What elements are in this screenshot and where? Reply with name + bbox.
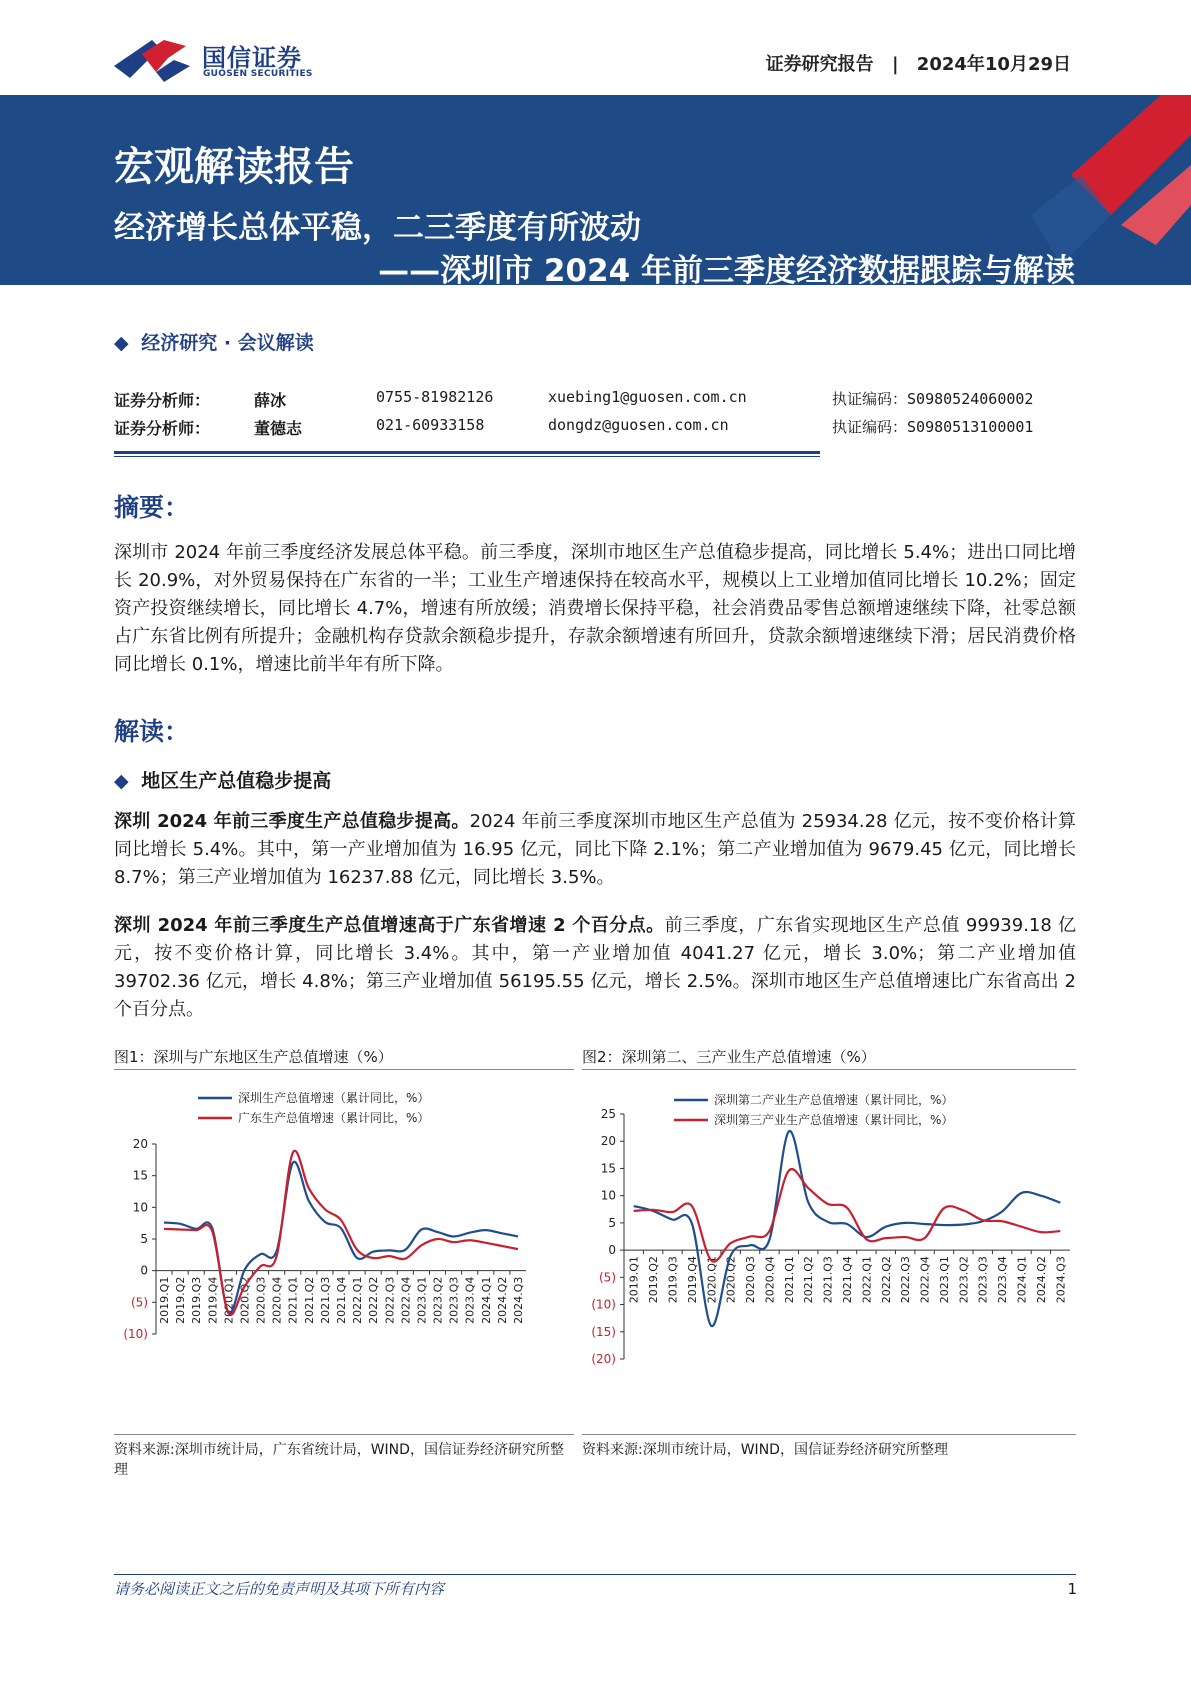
analyst-email[interactable]: xuebing1@guosen.com.cn (548, 388, 747, 406)
y-tick-label: (20) (591, 1352, 616, 1366)
cert-code-value: S0980524060002 (907, 390, 1034, 408)
x-tick-label: 2019.Q4 (206, 1276, 220, 1324)
y-tick-label: (15) (591, 1324, 616, 1339)
figure-2-source: 资料来源:深圳市统计局，WIND，国信证券经济研究所整理 (582, 1442, 948, 1458)
x-tick-label: 2024.Q2 (495, 1276, 509, 1324)
x-tick-label: 2020.Q2 (238, 1276, 252, 1324)
report-subtitle-1: 经济增长总体平稳，二三季度有所波动 (114, 210, 641, 246)
figure-1-source: 资料来源:深圳市统计局，广东省统计局，WIND，国信证券经济研究所整理 (114, 1442, 564, 1478)
logo-subtitle: GUOSEN SECURITIES (203, 69, 313, 79)
x-tick-label: 2021.Q4 (841, 1256, 854, 1304)
y-tick-label: 5 (140, 1232, 148, 1246)
x-tick-label: 2019.Q1 (158, 1276, 172, 1324)
page-number: 1 (1067, 1580, 1077, 1598)
logo-name: 国信证券 (202, 44, 302, 72)
chart-industry-growth (582, 1076, 1076, 1430)
x-tick-label: 2021.Q4 (335, 1276, 348, 1324)
analyst-name: 薛冰 (254, 391, 287, 410)
section-subheading (114, 766, 331, 793)
analyst-row (114, 388, 1076, 410)
figure-divider (582, 1434, 1076, 1435)
category-label: 经济研究 · 会议解读 (141, 332, 314, 354)
report-header-info (766, 50, 1071, 76)
figure-divider (582, 1069, 1076, 1070)
report-category (114, 328, 314, 355)
x-tick-label: 2022.Q3 (899, 1256, 913, 1304)
analyst-phone: 021-60933158 (376, 416, 485, 434)
subheading-label: 地区生产总值稳步提高 (141, 770, 332, 792)
x-tick-label: 2022.Q1 (351, 1276, 365, 1324)
paragraph-lead: 深圳 2024 年前三季度生产总值增速高于广东省增速 2 个百分点。 (114, 915, 665, 936)
analyst-row (114, 416, 1076, 438)
x-tick-label: 2023.Q1 (415, 1276, 429, 1324)
paragraph-body: 2024 年前三季度深圳市地区生产总值为 25934.28 亿元，按不变价格计算同比增长 5.4%。其中，第一产业增加值为 16.95 亿元，同比下降 2.1%；第二产业增加值为 9679.45 亿元，同比增长 8.7%；第三产业增加值为 16237.88 亿元，同比增长 3.5%。 (114, 811, 1076, 888)
y-tick-label: 10 (600, 1188, 616, 1203)
x-tick-label: 2020.Q1 (705, 1256, 719, 1304)
diamond-bullet-icon: ◆ (114, 332, 129, 354)
y-tick-label: (5) (599, 1270, 616, 1285)
title-banner (0, 95, 1191, 285)
x-tick-label: 2021.Q2 (802, 1256, 816, 1304)
paragraph-lead: 深圳 2024 年前三季度生产总值稳步提高。 (114, 811, 470, 832)
figure-divider (114, 1069, 574, 1070)
x-tick-label: 2022.Q2 (879, 1256, 893, 1304)
guosen-logo-icon (112, 36, 194, 86)
x-tick-label: 2019.Q1 (627, 1256, 641, 1304)
summary-text: 深圳市 2024 年前三季度经济发展总体平稳。前三季度，深圳市地区生产总值稳步提高，同比增长 5.4%；进出口同比增长 20.9%，对外贸易保持在广东省的一半；工业生产增速保持在较高水平，规模以上工业增加值同比增长 10.2%；固定资产投资继续增长，同比增长 4.7%，增速有所放缓；消费增长保持平稳，社会消费品零售总额增速继续下降，社零总额占广东省比例有所提升；金融机构存贷款余额稳步提升，存款余额增速有所回升，贷款余额增速继续下滑；居民消费价格同比增长 0.1%，增速比前半年有所下降。 (114, 542, 1076, 675)
x-tick-label: 2020.Q4 (763, 1256, 777, 1304)
x-tick-label: 2020.Q1 (222, 1276, 236, 1324)
analyst-cert-code (832, 416, 1033, 437)
x-tick-label: 2020.Q3 (744, 1256, 758, 1304)
x-tick-label: 2021.Q3 (821, 1256, 835, 1304)
x-tick-label: 2024.Q3 (511, 1276, 525, 1324)
guosen-logo (112, 36, 322, 86)
y-tick-label: 20 (132, 1137, 148, 1151)
interpretation-heading: 解读： (114, 717, 190, 746)
x-tick-label: 2019.Q3 (666, 1256, 680, 1304)
y-tick-label: 10 (132, 1200, 148, 1215)
x-tick-label: 2022.Q4 (918, 1256, 932, 1304)
x-tick-label: 2023.Q2 (431, 1276, 445, 1324)
x-tick-label: 2019.Q2 (174, 1276, 188, 1324)
analyst-cert-code (832, 388, 1033, 409)
x-tick-label: 2021.Q3 (318, 1276, 332, 1324)
paragraph-comparison (114, 912, 1076, 1024)
y-tick-label: (10) (591, 1297, 616, 1312)
x-tick-label: 2023.Q2 (957, 1256, 971, 1304)
x-tick-label: 2023.Q4 (463, 1276, 477, 1324)
x-tick-label: 2024.Q1 (479, 1276, 493, 1324)
y-tick-label: 0 (608, 1243, 616, 1258)
diamond-bullet-icon: ◆ (114, 770, 129, 792)
header-divider: | (891, 54, 899, 75)
x-tick-label: 2023.Q4 (996, 1256, 1010, 1304)
report-type: 证券研究报告 (765, 54, 874, 75)
figure-2-title: 图2：深圳第二、三产业生产总值增速（%） (582, 1048, 876, 1066)
divider (114, 451, 820, 454)
y-tick-label: 25 (600, 1107, 616, 1121)
chart-gdp-growth (114, 1076, 574, 1430)
x-tick-label: 2021.Q1 (782, 1256, 796, 1304)
y-tick-label: 15 (132, 1168, 148, 1183)
x-tick-label: 2021.Q1 (286, 1276, 300, 1324)
y-tick-label: 0 (140, 1263, 148, 1278)
figure-1-title: 图1：深圳与广东地区生产总值增速（%） (114, 1048, 393, 1066)
cert-code-label: 执证编码： (832, 390, 908, 408)
x-tick-label: 2020.Q3 (254, 1276, 268, 1324)
figure-divider (114, 1434, 574, 1435)
summary-heading: 摘要： (114, 493, 190, 522)
x-tick-label: 2021.Q2 (302, 1276, 316, 1324)
divider (114, 456, 820, 457)
paragraph-gdp (114, 808, 1076, 892)
x-tick-label: 2022.Q3 (383, 1276, 397, 1324)
paragraph-body: 前三季度，广东省实现地区生产总值 99939.18 亿元，按不变价格计算，同比增长 3.4%。其中，第一产业增加值 4041.27 亿元，增长 3.0%；第二产业增加值 39702.36 亿元，增长 4.8%；第三产业增加值 56195.55 亿元，增长 2.5%。深圳市地区生产总值增速比广东省高出 2 个百分点。 (114, 915, 1076, 1020)
x-tick-label: 2024.Q3 (1054, 1256, 1068, 1304)
report-subtitle-2: ——深圳市 2024 年前三季度经济数据跟踪与解读 (378, 253, 1075, 285)
analyst-phone: 0755-81982126 (376, 388, 494, 406)
x-tick-label: 2024.Q2 (1034, 1256, 1048, 1304)
x-tick-label: 2022.Q4 (399, 1276, 413, 1324)
x-tick-label: 2023.Q3 (976, 1256, 990, 1304)
cert-code-label: 执证编码： (832, 418, 908, 436)
report-date: 2024年10月29日 (916, 54, 1071, 75)
cert-code-value: S0980513100001 (907, 418, 1034, 436)
legend-label: 广东生产总值增速（累计同比，%） (238, 1111, 430, 1125)
analyst-email[interactable]: dongdz@guosen.com.cn (548, 416, 729, 434)
x-tick-label: 2019.Q3 (190, 1276, 204, 1324)
x-tick-label: 2022.Q1 (860, 1256, 874, 1304)
analyst-role: 证券分析师： (114, 419, 211, 438)
y-tick-label: 20 (600, 1134, 616, 1149)
x-tick-label: 2022.Q2 (367, 1276, 381, 1324)
footer-disclaimer[interactable]: 请务必阅读正文之后的免责声明及其项下所有内容 (114, 1580, 445, 1598)
x-tick-label: 2020.Q4 (270, 1276, 284, 1324)
analyst-role: 证券分析师： (114, 391, 211, 410)
analyst-name: 董德志 (254, 419, 303, 438)
x-tick-label: 2023.Q3 (447, 1276, 461, 1324)
y-tick-label: (10) (123, 1327, 148, 1341)
x-tick-label: 2023.Q1 (937, 1256, 951, 1304)
x-tick-label: 2024.Q1 (1015, 1256, 1029, 1304)
y-tick-label: 5 (608, 1215, 616, 1230)
footer-divider (114, 1574, 1076, 1575)
y-tick-label: 15 (600, 1161, 616, 1176)
y-tick-label: (5) (131, 1295, 148, 1310)
x-tick-label: 2019.Q4 (685, 1256, 699, 1304)
legend-label: 深圳第三产业生产总值增速（累计同比，%） (714, 1113, 954, 1127)
report-title: 宏观解读报告 (114, 144, 354, 190)
x-tick-label: 2020.Q2 (724, 1256, 738, 1304)
legend-label: 深圳第二产业生产总值增速（累计同比，%） (714, 1093, 954, 1107)
legend-label: 深圳生产总值增速（累计同比，%） (238, 1091, 430, 1105)
x-tick-label: 2019.Q2 (647, 1256, 661, 1304)
